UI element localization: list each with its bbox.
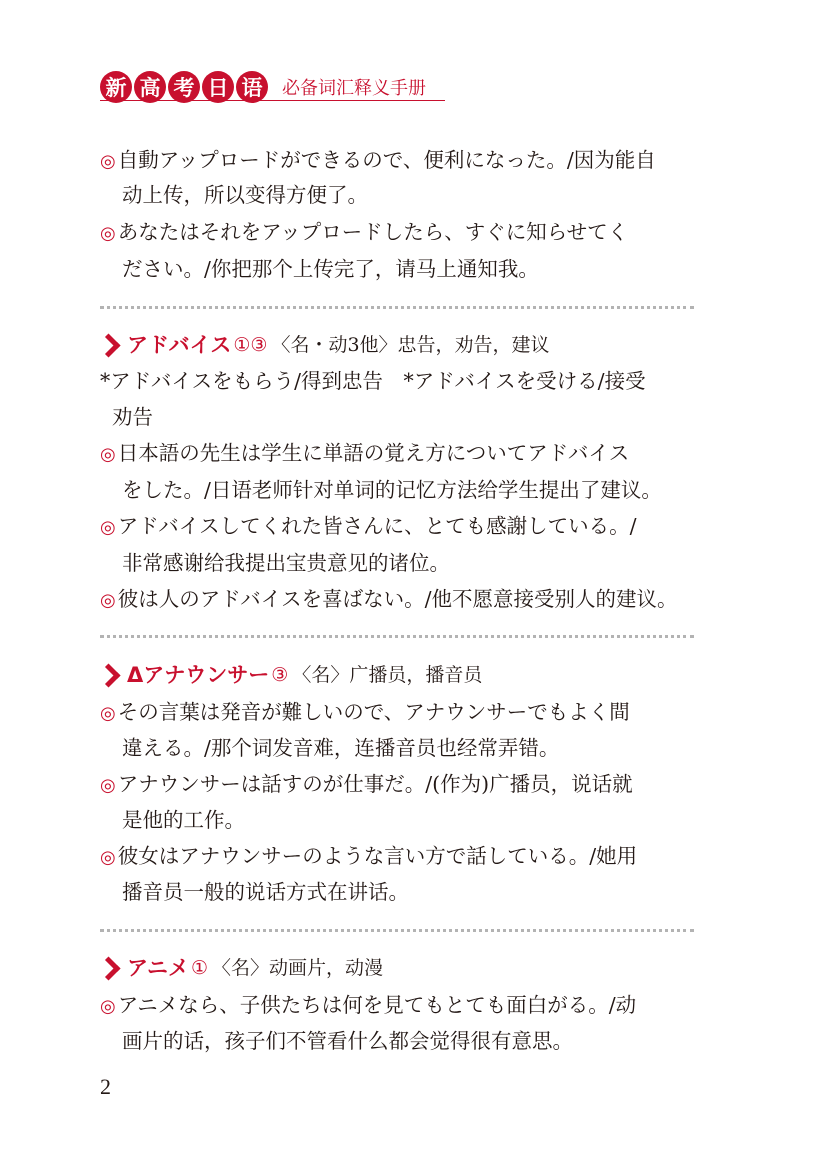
example-sentence bbox=[100, 697, 700, 729]
example-marker-icon: ◎ bbox=[100, 444, 116, 465]
example-sentence-cont: 違える。/那个词发音难，连播音员也经常弄错。 bbox=[122, 736, 560, 760]
chevron-right-icon bbox=[96, 956, 120, 980]
collocation: *アドバイスをもらう/得到忠告 *アドバイスを受ける/接受 bbox=[100, 369, 646, 393]
headword: アニメ bbox=[127, 956, 189, 980]
example-sentence bbox=[100, 438, 700, 470]
example-marker-icon: ◎ bbox=[100, 223, 116, 244]
example-marker-icon: ◎ bbox=[100, 517, 116, 538]
definition: 〈名・动3他〉忠告，劝告，建议 bbox=[271, 334, 550, 356]
accent-number: ③ bbox=[271, 664, 289, 686]
page-number: 2 bbox=[100, 1074, 111, 1099]
example-sentence bbox=[100, 769, 700, 801]
book-title bbox=[100, 71, 270, 103]
example-marker-icon: ◎ bbox=[100, 590, 116, 611]
example-sentence-cont: ださい。/你把那个上传完了，请马上通知我。 bbox=[122, 257, 539, 281]
example-text: アニメなら、子供たちは何を見てもとても面白がる。/动 bbox=[117, 993, 637, 1017]
book-subtitle: 必备词汇释义手册 bbox=[282, 78, 426, 99]
example-sentence bbox=[100, 841, 700, 873]
dotted-divider bbox=[100, 635, 694, 638]
example-text: アドバイスしてくれた皆さんに、とても感謝している。/ bbox=[117, 514, 637, 538]
example-sentence bbox=[100, 217, 700, 249]
example-marker-icon: ◎ bbox=[100, 703, 116, 724]
entry-headword-advice bbox=[100, 330, 550, 360]
entry-headword-announcer bbox=[100, 660, 482, 690]
dotted-divider bbox=[100, 929, 694, 932]
entry-headword-anime bbox=[100, 953, 383, 983]
example-sentence bbox=[100, 511, 700, 543]
example-text: あなたはそれをアップロードしたら、すぐに知らせてく bbox=[117, 220, 629, 244]
example-text: 彼は人のアドバイスを喜ばない。/他不愿意接受别人的建议。 bbox=[117, 587, 678, 611]
book-title-char: 语 bbox=[236, 71, 268, 103]
example-sentence-cont: 画片的话，孩子们不管看什么都会觉得很有意思。 bbox=[122, 1029, 573, 1053]
book-title-char: 高 bbox=[134, 71, 166, 103]
example-marker-icon: ◎ bbox=[100, 996, 116, 1017]
book-title-char: 日 bbox=[202, 71, 234, 103]
collocation-cont: 劝告 bbox=[112, 405, 153, 429]
example-text: 日本語の先生は学生に単語の覚え方についてアドバイス bbox=[117, 441, 630, 465]
example-sentence bbox=[100, 145, 700, 177]
example-marker-icon: ◎ bbox=[100, 775, 116, 796]
accent-number: ①③ bbox=[233, 334, 268, 356]
book-title-char: 考 bbox=[168, 71, 200, 103]
headword: アドバイス bbox=[127, 333, 232, 357]
example-sentence bbox=[100, 990, 700, 1022]
example-sentence-cont: 是他的工作。 bbox=[122, 808, 245, 832]
example-sentence-cont: 播音员一般的说话方式在讲话。 bbox=[122, 880, 409, 904]
definition: 〈名〉动画片，动漫 bbox=[212, 957, 384, 979]
accent-number: ① bbox=[190, 957, 208, 979]
example-sentence-cont: 非常感谢给我提出宝贵意见的诸位。 bbox=[122, 551, 450, 575]
example-text: アナウンサーは話すのが仕事だ。/(作为)广播员，说话就 bbox=[117, 772, 633, 796]
dotted-divider bbox=[100, 306, 694, 309]
running-header bbox=[100, 70, 426, 104]
example-sentence-cont: をした。/日语老师针对单词的记忆方法给学生提出了建议。 bbox=[122, 478, 662, 502]
example-sentence-cont: 动上传，所以变得方便了。 bbox=[122, 183, 368, 207]
example-marker-icon: ◎ bbox=[100, 847, 116, 868]
example-text: その言葉は発音が難しいので、アナウンサーでもよく間 bbox=[117, 700, 630, 724]
example-marker-icon: ◎ bbox=[100, 151, 116, 172]
chevron-right-icon bbox=[96, 333, 120, 357]
example-text: 自動アップロードができるので、便利になった。/因为能自 bbox=[117, 148, 656, 172]
headword: Δアナウンサー bbox=[127, 663, 270, 687]
example-text: 彼女はアナウンサーのような言い方で話している。/她用 bbox=[117, 844, 638, 868]
example-sentence bbox=[100, 584, 700, 616]
book-title-char: 新 bbox=[100, 71, 132, 103]
chevron-right-icon bbox=[96, 663, 120, 687]
definition: 〈名〉广播员，播音员 bbox=[292, 664, 483, 686]
